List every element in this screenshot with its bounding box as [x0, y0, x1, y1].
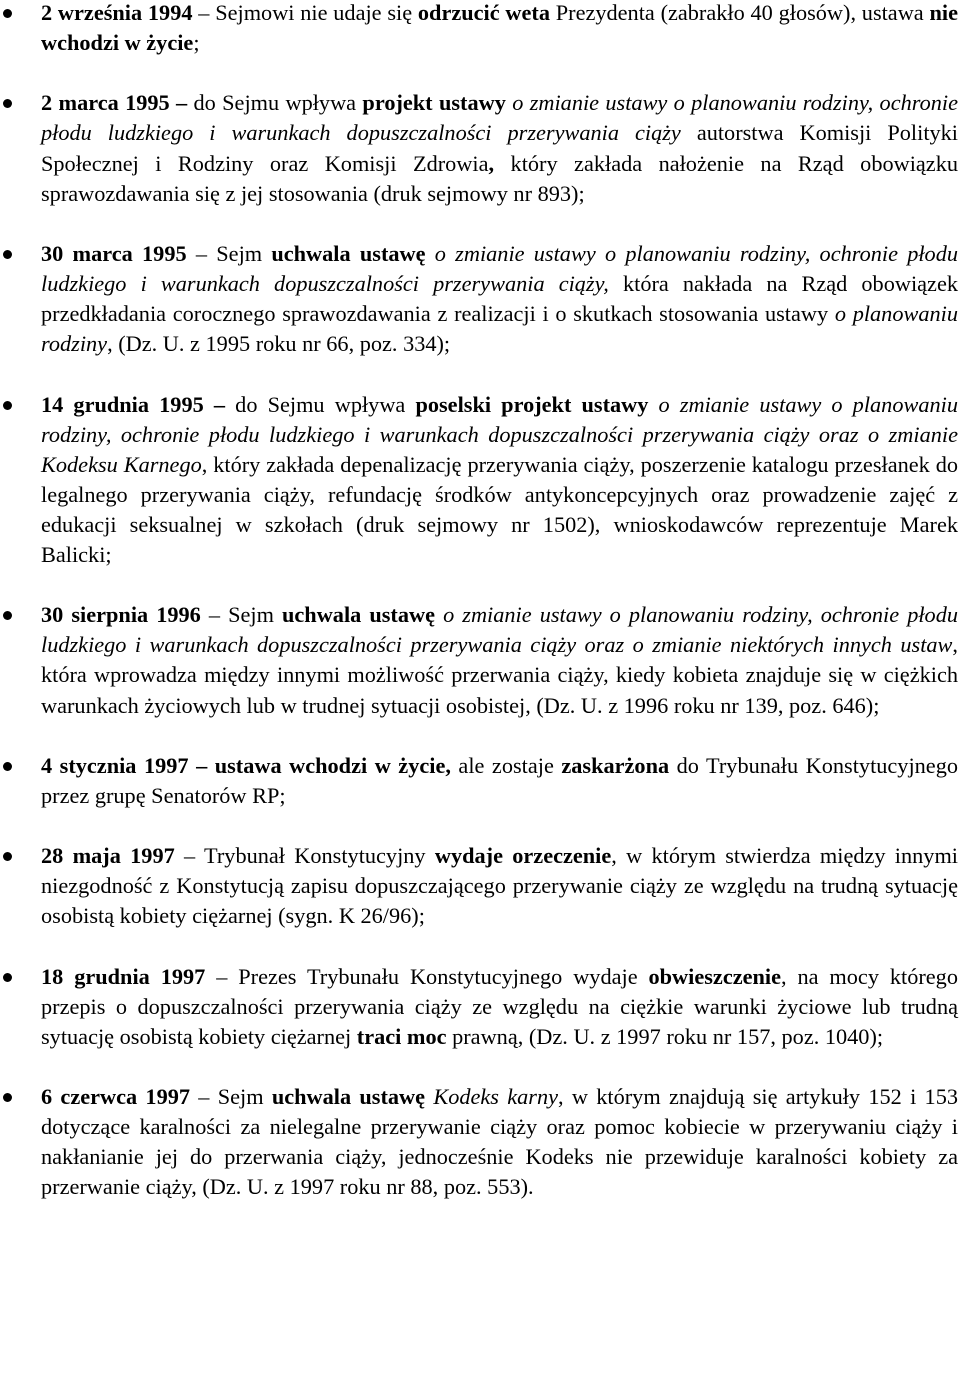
bold-text-run: nie wchodzi w życie: [41, 0, 958, 56]
timeline-entry: [0, 600, 960, 720]
entry-text: [41, 0, 958, 58]
text-run: Prezydenta (zabrakło 40 głosów), ustawa: [549, 0, 930, 25]
timeline-entry: [0, 841, 960, 931]
bullet-icon: [3, 1093, 12, 1102]
italic-title-run: o zmianie ustawy o planowaniu rodziny, ochronie płodu ludzkiego i warunkach dopuszczalności przerywania ciąży,: [41, 240, 959, 297]
bold-text-run: 2 marca 1995 –: [41, 90, 194, 116]
timeline-entry: [0, 88, 960, 208]
timeline-entry: [0, 239, 960, 359]
text-run: która nakłada na Rząd obowiązek przedkładania corocznego sprawozdawania z realizacji i o skutkach stosowania ustawy: [41, 271, 958, 327]
text-run: który zakłada nałożenie na Rząd obowiązku sprawozdawania się z jej stosowania (druk sejmowy nr 893);: [41, 150, 958, 206]
bold-text-run: obwieszczenie: [648, 963, 781, 989]
entry-text: [41, 600, 958, 720]
text-run: ;: [193, 30, 200, 56]
text-run: do Trybunału Konstytucyjnego przez grupę Senatorów RP;: [41, 752, 958, 808]
timeline-entry: [0, 390, 960, 571]
bold-text-run: 4 stycznia 1997 – ustawa wchodzi w życie,: [41, 752, 451, 778]
bold-text-run: traci moc: [356, 1023, 447, 1049]
bold-text-run: odrzucić weta: [417, 0, 550, 25]
bullet-icon: [3, 852, 12, 861]
bold-text-run: 6 czerwca 1997: [41, 1084, 191, 1110]
timeline-entry: [0, 0, 960, 58]
timeline-entry: [0, 962, 960, 1052]
bold-text-run: uchwala ustawę: [282, 602, 435, 628]
bold-text-run: wydaje orzeczenie: [434, 843, 612, 869]
text-run: do Sejmu wpływa: [235, 391, 416, 417]
bold-text-run: 18 grudnia 1997: [41, 963, 206, 989]
bold-text-run: uchwala ustawę: [271, 1084, 426, 1110]
text-run: [435, 602, 443, 627]
text-run: – Sejm: [200, 602, 282, 628]
bold-text-run: 30 sierpnia 1996: [41, 602, 201, 628]
text-run: prawną, (Dz. U. z 1997 roku nr 157, poz. 1040);: [446, 1023, 884, 1049]
bold-text-run: 28 maja 1997: [41, 843, 175, 869]
bullet-icon: [3, 973, 12, 982]
italic-title-run: Kodeks karny: [433, 1084, 559, 1110]
text-run: [648, 392, 658, 417]
text-run: , w którym znajdują się artykuły 152 i 153 dotyczące karalności za nielegalne przerywanie ciąży oraz pomoc kobiecie w przerywaniu ciąży i nakłanianie jej do przerwania ciąży, jednocześnie Kodeks nie przewiduje karalności kobiety za przerwanie ciąży, (Dz. U. z 1997 roku nr 88, poz. 553).: [41, 1084, 958, 1200]
text-run: – Sejmowi nie udaje się: [192, 0, 418, 25]
text-run: [426, 241, 435, 266]
bullet-icon: [3, 401, 12, 410]
text-run: , który zakłada depenalizację przerywania ciąży, poszerzenie katalogu przesłanek do legalnego przerywania ciąży, refundację środków antykoncepcyjnych oraz prowadzenie zajęć z edukacji seksualnej w szkołach (druk sejmowy nr 1502), wnioskodawców reprezentuje Marek Balicki;: [41, 451, 958, 567]
bullet-icon: [3, 9, 12, 18]
text-run: , (Dz. U. z 1995 roku nr 66, poz. 334);: [107, 331, 451, 357]
entry-text: [41, 390, 958, 571]
text-run: autorstwa Komisji Polityki Społecznej i Rodziny oraz Komisji Zdrowia: [41, 120, 959, 176]
bullet-icon: [3, 99, 12, 108]
bold-text-run: projekt ustawy: [362, 90, 506, 116]
text-run: , na mocy którego przepis o dopuszczalności przerywania ciąży ze względu na ciężkie warunki życiowe lub trudną sytuację osobistą kobiety ciężarnej: [41, 963, 958, 1049]
text-run: – Prezes Trybunału Konstytucyjnego wydaje: [205, 963, 649, 989]
text-run: – Trybunał Konstytucyjny: [174, 843, 435, 869]
bold-text-run: uchwala ustawę: [271, 240, 426, 266]
bold-text-run: ,: [488, 150, 495, 176]
entry-text: [41, 239, 958, 359]
bold-text-run: 14 grudnia 1995 –: [41, 391, 236, 417]
text-run: do Sejmu wpływa: [193, 90, 363, 116]
text-run: – Sejm: [186, 240, 272, 266]
text-run: , w którym stwierdza między innymi niezgodność z Konstytucją zapisu dopuszczającego przerywanie ciąży ze względu na trudną sytuację osobistą kobiety ciężarnej (sygn. K 26/96);: [41, 843, 958, 929]
bold-text-run: 2 września 1994: [41, 0, 193, 25]
text-run: ale zostaje: [450, 752, 562, 778]
bullet-icon: [3, 611, 12, 620]
italic-title-run: o zmianie ustawy o planowaniu rodziny, ochronie płodu ludzkiego i warunkach dopuszczalności przerywania ciąży: [41, 90, 958, 146]
italic-title-run: o planowaniu rodziny: [41, 301, 958, 357]
entry-text: [41, 962, 958, 1052]
bullet-icon: [3, 250, 12, 259]
entry-text: [41, 751, 958, 811]
entry-text: [41, 841, 958, 931]
bullet-icon: [3, 762, 12, 771]
text-run: , która wprowadza między innymi możliwość przerwania ciąży, kiedy kobieta znajduje się w ciężkich warunkach życiowych lub w trudnej sytuacji osobistej, (Dz. U. z 1996 roku nr 139, poz. 646);: [41, 632, 958, 718]
bold-text-run: 30 marca 1995: [41, 240, 187, 266]
italic-title-run: o zmianie ustawy o planowaniu rodziny, ochronie płodu ludzkiego i warunkach dopuszczalności przerywania ciąży oraz o zmianie niektórych innych ustaw: [41, 602, 958, 658]
italic-title-run: o zmianie ustawy o planowaniu rodziny, ochronie płodu ludzkiego i warunkach dopuszczalności przerywania ciąży oraz o zmianie Kodeksu Karnego: [41, 391, 958, 477]
entry-text: [41, 88, 958, 208]
entry-text: [41, 1082, 958, 1202]
timeline-entry: [0, 1082, 960, 1202]
bold-text-run: zaskarżona: [561, 752, 670, 778]
timeline-entry: [0, 751, 960, 811]
text-run: – Sejm: [190, 1084, 272, 1110]
bold-text-run: poselski projekt ustawy: [415, 391, 649, 417]
